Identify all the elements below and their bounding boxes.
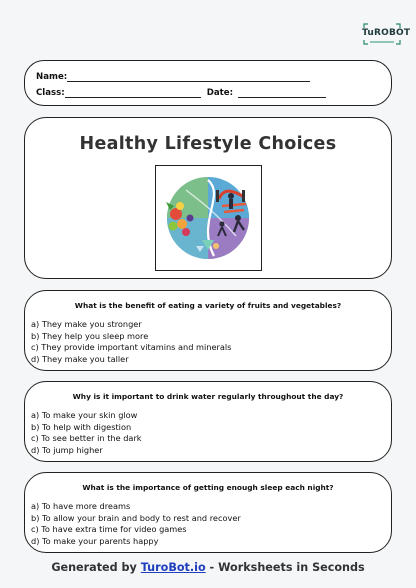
option-c: c) To see better in the dark bbox=[31, 433, 142, 443]
turobot-link[interactable]: TuroBot.io bbox=[140, 561, 206, 574]
option-c: c) To have extra time for video games bbox=[31, 524, 187, 534]
question-text: What is the benefit of eating a variety of fruits and vegetables? bbox=[74, 301, 342, 310]
option-b: b) They help you sleep more bbox=[31, 331, 149, 341]
name-label: Name: bbox=[36, 72, 68, 82]
question-card-2 bbox=[24, 381, 392, 462]
question-card-3 bbox=[24, 472, 392, 553]
option-a: a) They make you stronger bbox=[31, 319, 142, 329]
option-a: a) To have more dreams bbox=[31, 501, 131, 511]
option-b: b) To allow your brain and body to rest and recover bbox=[31, 513, 241, 523]
question-text: What is the importance of getting enough sleep each night? bbox=[82, 483, 334, 492]
date-label: Date: bbox=[206, 88, 234, 98]
name-row bbox=[36, 72, 310, 82]
logo-text: TuROBOT bbox=[362, 28, 411, 38]
worksheet-title: Healthy Lifestyle Choices bbox=[79, 134, 337, 154]
healthy-lifestyle-illustration-icon bbox=[156, 166, 261, 270]
name-field[interactable] bbox=[67, 73, 310, 82]
option-d: d) To make your parents happy bbox=[31, 536, 159, 546]
question-text: Why is it important to drink water regularly throughout the day? bbox=[72, 392, 344, 401]
option-d: d) To jump higher bbox=[31, 445, 103, 455]
title-card bbox=[24, 117, 392, 279]
class-date-row bbox=[36, 88, 326, 98]
option-b: b) To help with digestion bbox=[31, 422, 132, 432]
footer-prefix: Generated by bbox=[51, 561, 141, 574]
date-field[interactable] bbox=[238, 89, 326, 98]
class-label: Class: bbox=[36, 88, 65, 98]
illustration-frame bbox=[155, 165, 262, 271]
class-field[interactable] bbox=[65, 89, 201, 98]
option-c: c) They provide important vitamins and minerals bbox=[31, 342, 232, 352]
turobot-logo bbox=[362, 22, 411, 46]
option-a: a) To make your skin glow bbox=[31, 410, 138, 420]
footer-suffix: - Worksheets in Seconds bbox=[205, 561, 365, 574]
footer bbox=[0, 561, 416, 574]
question-card-1 bbox=[24, 290, 392, 371]
student-info-card bbox=[24, 60, 392, 106]
option-d: d) They make you taller bbox=[31, 354, 129, 364]
